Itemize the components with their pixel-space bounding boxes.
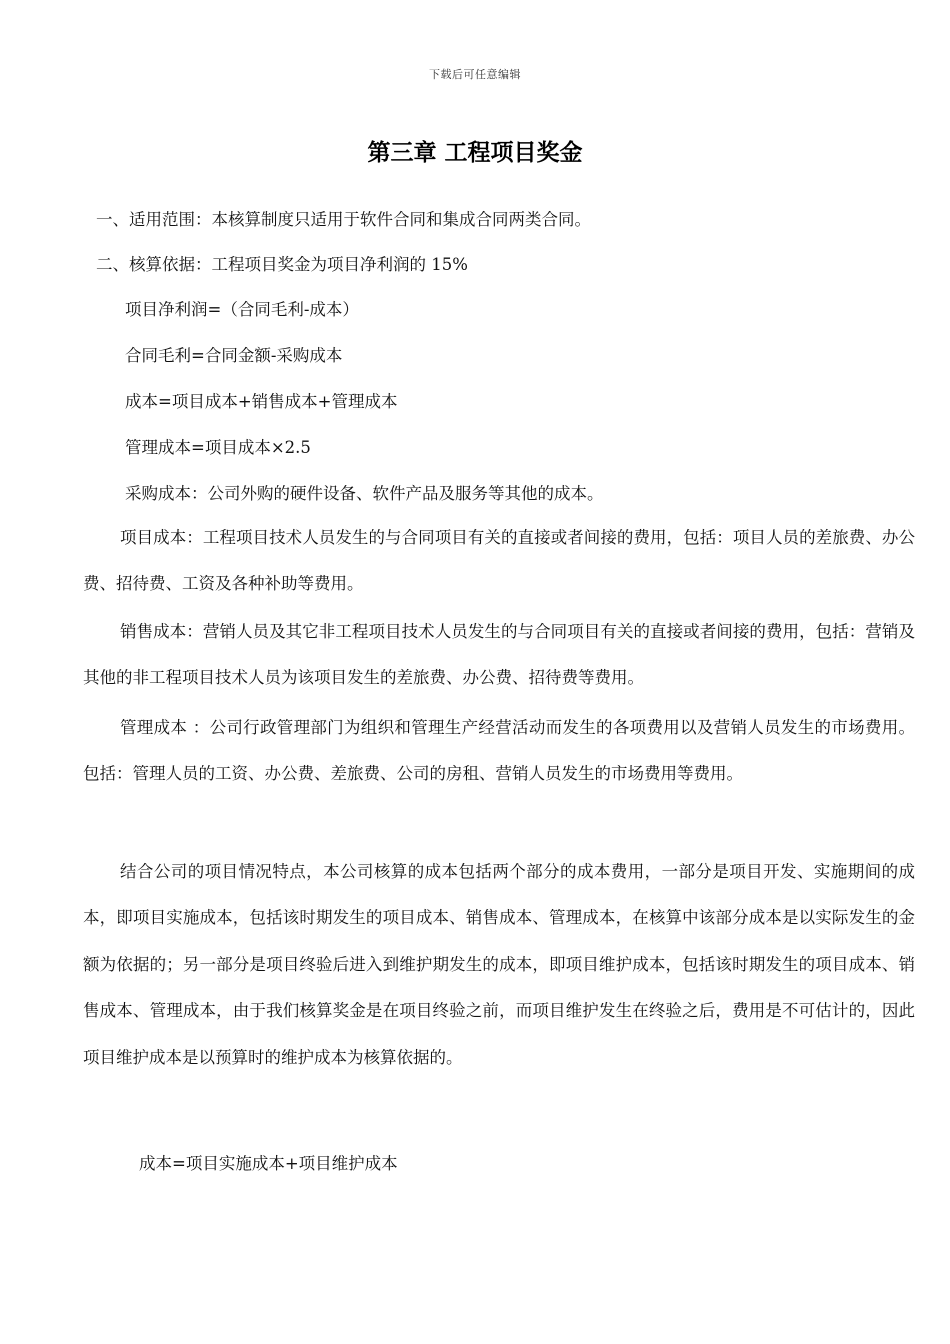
definition-purchase-cost: 采购成本：公司外购的硬件设备、软件产品及服务等其他的成本。 (125, 484, 604, 503)
definition-project-cost: 项目成本：工程项目技术人员发生的与合同项目有关的直接或者间接的费用，包括：项目人员的差旅费、办公费、招待费、工资及各种补助等费用。 (83, 528, 915, 594)
header-note: 下载后可任意编辑 (429, 68, 521, 81)
section-scope: 一、适用范围：本核算制度只适用于软件合同和集成合同两类合同。 (96, 210, 591, 229)
formula-net-profit: 项目净利润=（合同毛利-成本） (125, 300, 359, 319)
definition-sales-cost: 销售成本：营销人员及其它非工程项目技术人员发生的与合同项目有关的直接或者间接的费用，包括：营销及其他的非工程项目技术人员为该项目发生的差旅费、办公费、招待费等费用。 (83, 622, 915, 688)
chapter-title: 第三章 工程项目奖金 (367, 139, 583, 166)
formula-management-cost: 管理成本=项目成本×2.5 (125, 438, 311, 457)
formula-total-cost: 成本=项目实施成本+项目维护成本 (139, 1154, 398, 1173)
definition-management-cost: 管理成本 ：公司行政管理部门为组织和管理生产经营活动而发生的各项费用以及营销人员发生的市场费用。包括：管理人员的工资、办公费、差旅费、公司的房租、营销人员发生的市场费用等费用。 (83, 718, 915, 784)
section-basis: 二、核算依据：工程项目奖金为项目净利润的 15% (96, 255, 468, 274)
formula-cost: 成本=项目成本+销售成本+管理成本 (125, 392, 398, 411)
formula-gross-profit: 合同毛利=合同金额-采购成本 (125, 346, 343, 365)
summary-paragraph: 结合公司的项目情况特点，本公司核算的成本包括两个部分的成本费用，一部分是项目开发、实施期间的成本，即项目实施成本，包括该时期发生的项目成本、销售成本、管理成本，在核算中该部分成本是以实际发生的金额为依据的；另一部分是项目终验后进入到维护期发生的成本，即项目维护成本，包括该时期发生的项目成本、销售成本、管理成本，由于我们核算奖金是在项目终验之前，而项目维护发生在终验之后，费用是不可估计的，因此项目维护成本是以预算时的维护成本为核算依据的。 (83, 862, 915, 1067)
